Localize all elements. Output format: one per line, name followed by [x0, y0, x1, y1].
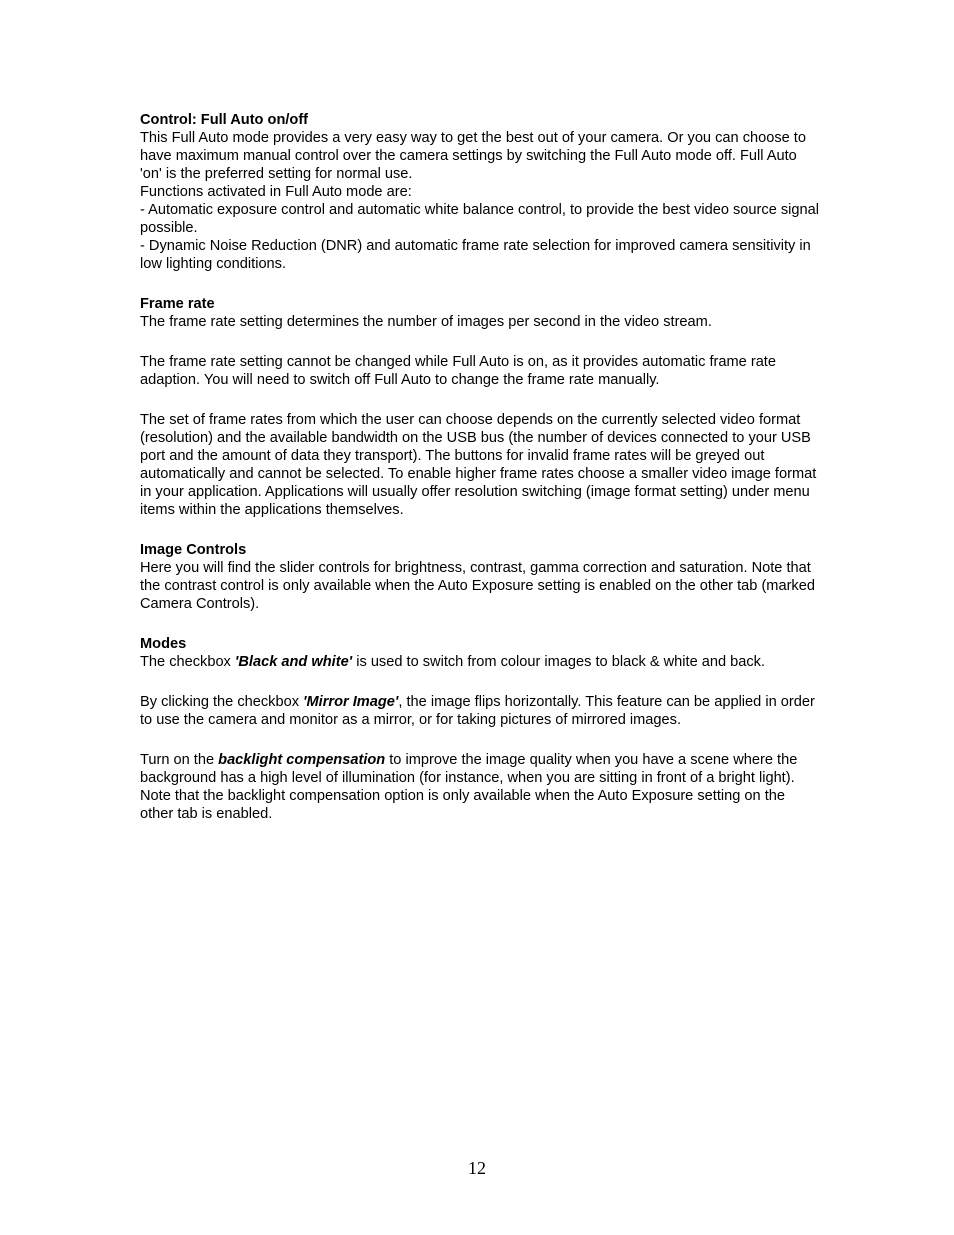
- document-body: [140, 111, 820, 823]
- heading-full-auto: Control: Full Auto on/off: [140, 112, 309, 128]
- section-frame-rate: [140, 295, 820, 519]
- modes-blc-before: Turn on the: [140, 752, 219, 768]
- frame-rate-para-1: The frame rate setting determines the number of images per second in the video stream.: [140, 314, 712, 330]
- frame-rate-para-3: The set of frame rates from which the user can choose depends on the currently selected video format (resolution) and the available bandwidth on the USB bus (the number of devices connected to your USB port and the amount of data they transport). The buttons for invalid frame rates will be greyed out automatically and cannot be selected. To enable higher frame rates choose a smaller video image format in your application. Applications will usually offer resolution switching (image format setting) under menu items within the applications themselves.: [140, 412, 817, 518]
- modes-bw-para: [140, 653, 820, 671]
- spacer: [140, 273, 820, 295]
- modes-blc-after: to improve the image quality when you have a scene where the background has a high level of illumination (for instance, when you are sitting in front of a bright light). Note that the backlight compensation option is only available when the Auto Exposure setting on the other tab is enabled.: [140, 752, 798, 822]
- modes-mirror-term: 'Mirror Image': [303, 694, 399, 710]
- modes-mirror-before: By clicking the checkbox: [140, 694, 304, 710]
- spacer: [140, 519, 820, 541]
- page-number: 12: [468, 1158, 486, 1178]
- modes-mirror-para: [140, 693, 820, 729]
- modes-mirror-after: , the image flips horizontally. This feature can be applied in order to use the camera and monitor as a mirror, or for taking pictures of mirrored images.: [140, 694, 815, 728]
- full-auto-functions-lead: Functions activated in Full Auto mode are:: [140, 184, 412, 200]
- modes-backlight-para: [140, 751, 820, 823]
- modes-bw-term: 'Black and white': [234, 654, 353, 670]
- full-auto-item-dnr: - Dynamic Noise Reduction (DNR) and automatic frame rate selection for improved camera sensitivity in low lighting conditions.: [140, 238, 811, 272]
- section-image-controls: [140, 541, 820, 613]
- heading-image-controls: Image Controls: [140, 542, 247, 558]
- spacer: [140, 389, 820, 411]
- section-full-auto: [140, 111, 820, 273]
- modes-bw-after: is used to switch from colour images to black & white and back.: [352, 654, 766, 670]
- spacer: [140, 671, 820, 693]
- modes-bw-before: The checkbox: [140, 654, 235, 670]
- modes-blc-term: backlight compensation: [218, 752, 386, 768]
- heading-frame-rate: Frame rate: [140, 296, 215, 312]
- spacer: [140, 613, 820, 635]
- full-auto-intro: This Full Auto mode provides a very easy way to get the best out of your camera. Or you can choose to have maximum manual control over the camera settings by switching the Full Auto mode off. Full Auto 'on' is the preferred setting for normal use.: [140, 130, 806, 182]
- spacer: [140, 729, 820, 751]
- full-auto-item-exposure: - Automatic exposure control and automatic white balance control, to provide the best video source signal possible.: [140, 202, 819, 236]
- image-controls-para-1: Here you will find the slider controls for brightness, contrast, gamma correction and saturation. Note that the contrast control is only available when the Auto Exposure setting is enabled on the other tab (marked Camera Controls).: [140, 560, 815, 612]
- spacer: [140, 331, 820, 353]
- section-modes: [140, 635, 820, 823]
- heading-modes: Modes: [140, 636, 187, 652]
- frame-rate-para-2: The frame rate setting cannot be changed while Full Auto is on, as it provides automatic frame rate adaption. You will need to switch off Full Auto to change the frame rate manually.: [140, 354, 776, 388]
